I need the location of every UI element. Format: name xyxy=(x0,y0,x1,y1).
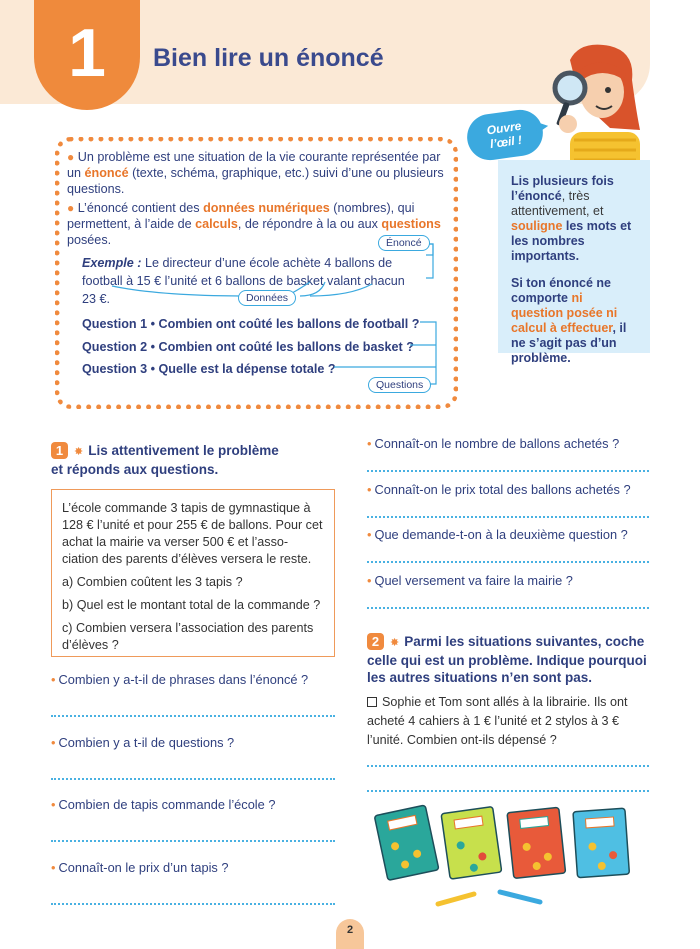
exercise1-heading: 1 ✸ Lis attentivement le problème et réponds aux questions. xyxy=(51,443,279,477)
page-title: Bien lire un énoncé xyxy=(153,44,384,72)
chapter-number: 1 xyxy=(68,15,106,91)
situation-checkbox[interactable] xyxy=(367,697,377,707)
answer-line[interactable] xyxy=(367,561,649,563)
bubble-line1: Ouvre xyxy=(485,118,523,138)
right-question-1: • Connaît-on le nombre de ballons achetés ? xyxy=(367,436,620,451)
label-donnees: Données xyxy=(238,290,296,306)
answer-line[interactable] xyxy=(367,470,649,472)
answer-line[interactable] xyxy=(367,516,649,518)
answer-line[interactable] xyxy=(367,607,649,609)
girl-magnifier-illustration xyxy=(540,40,652,170)
left-question-1: • Combien y a-t-il de phrases dans l’énoncé ? xyxy=(51,672,309,687)
notebook-icon xyxy=(441,807,502,880)
label-enonce: Énoncé xyxy=(378,235,430,251)
label-questions: Questions xyxy=(368,377,431,393)
page-number: 2 xyxy=(336,919,364,949)
answer-line[interactable] xyxy=(51,778,335,780)
left-question-2: • Combien y a t-il de questions ? xyxy=(51,735,235,750)
exercise1-problem-box xyxy=(51,489,335,657)
right-question-2: • Connaît-on le prix total des ballons achetés ? xyxy=(367,482,631,497)
exercise2-situation: Sophie et Tom sont allés à la librairie. Ils ont acheté 4 cahiers à 1 € l’unité et 2 stylos à 3 € l’unité. Combien ont-ils dépensé ? xyxy=(367,695,628,747)
left-question-3: • Combien de tapis commande l’école ? xyxy=(51,797,276,812)
speech-bubble xyxy=(464,107,546,163)
left-question-4: • Connaît-on le prix d’un tapis ? xyxy=(51,860,229,875)
example-question-2: Question 2 • Combien ont coûté les ballons de basket ? xyxy=(82,339,414,354)
answer-line[interactable] xyxy=(367,790,649,792)
answer-line[interactable] xyxy=(51,903,335,905)
intro-paragraph-1: ● Un problème est une situation de la vie courante représentée par un énoncé (texte, schéma, graphique, etc.) suivi d’une ou plusieurs questions. xyxy=(67,150,444,196)
right-question-4: • Quel versement va faire la mairie ? xyxy=(367,573,573,588)
notebooks-illustration xyxy=(370,800,645,910)
example-text: Exemple : Le directeur d’une école achète 4 ballons de football à 15 € l’unité et 6 ballons de basket valant chacun 23 €. xyxy=(82,256,405,306)
answer-line[interactable] xyxy=(51,840,335,842)
example-questions xyxy=(82,313,419,381)
exercise2-heading: 2 ✸ Parmi les situations suivantes, coche celle qui est un problème. Indique pourquoi les autres situations n’en sont pas. xyxy=(367,634,647,685)
notebook-icon xyxy=(507,807,566,878)
bubble-line2: l’œil ! xyxy=(489,132,523,152)
tip-box: Lis plusieurs fois l’énoncé, très attentivement, et souligne les mots et les nombres importants. Si ton énoncé ne comporte ni question posée ni calcul à effectuer, il ne s’agit pas d’un problème. xyxy=(498,160,650,353)
answer-line[interactable] xyxy=(367,765,649,767)
pen-icon xyxy=(438,892,540,904)
exercise1-problem: L’école commande 3 tapis de gymnastique à 128 € l’unité et pour 255 € de ballons. Pour cet achat la mairie va verser 500 € et l’asso-ciation des parents d’élèves versera le reste. xyxy=(62,501,323,566)
notebook-icon xyxy=(573,808,629,877)
exercise1-question-c: c) Combien versera l’association des parents d’élèves ? xyxy=(62,621,314,652)
chapter-tab xyxy=(34,0,140,110)
answer-line[interactable] xyxy=(51,715,335,717)
right-question-3: • Que demande-t-on à la deuxième question ? xyxy=(367,527,628,542)
exercise1-number: 1 xyxy=(51,442,68,459)
example-question-1: Question 1 • Combien ont coûté les ballons de football ? xyxy=(82,317,420,331)
exercise2-number: 2 xyxy=(367,633,384,650)
example-question-3: Question 3 • Quelle est la dépense totale ? xyxy=(82,362,336,376)
notebook-icon xyxy=(374,805,439,880)
exercise1-question-b: b) Quel est le montant total de la commande ? xyxy=(62,598,321,612)
intro-paragraph-2: ● L’énoncé contient des données numériques (nombres), qui permettent, à l’aide de calculs, de répondre à la ou aux questions posées. xyxy=(67,201,441,247)
exercise1-question-a: a) Combien coûtent les 3 tapis ? xyxy=(62,575,243,589)
